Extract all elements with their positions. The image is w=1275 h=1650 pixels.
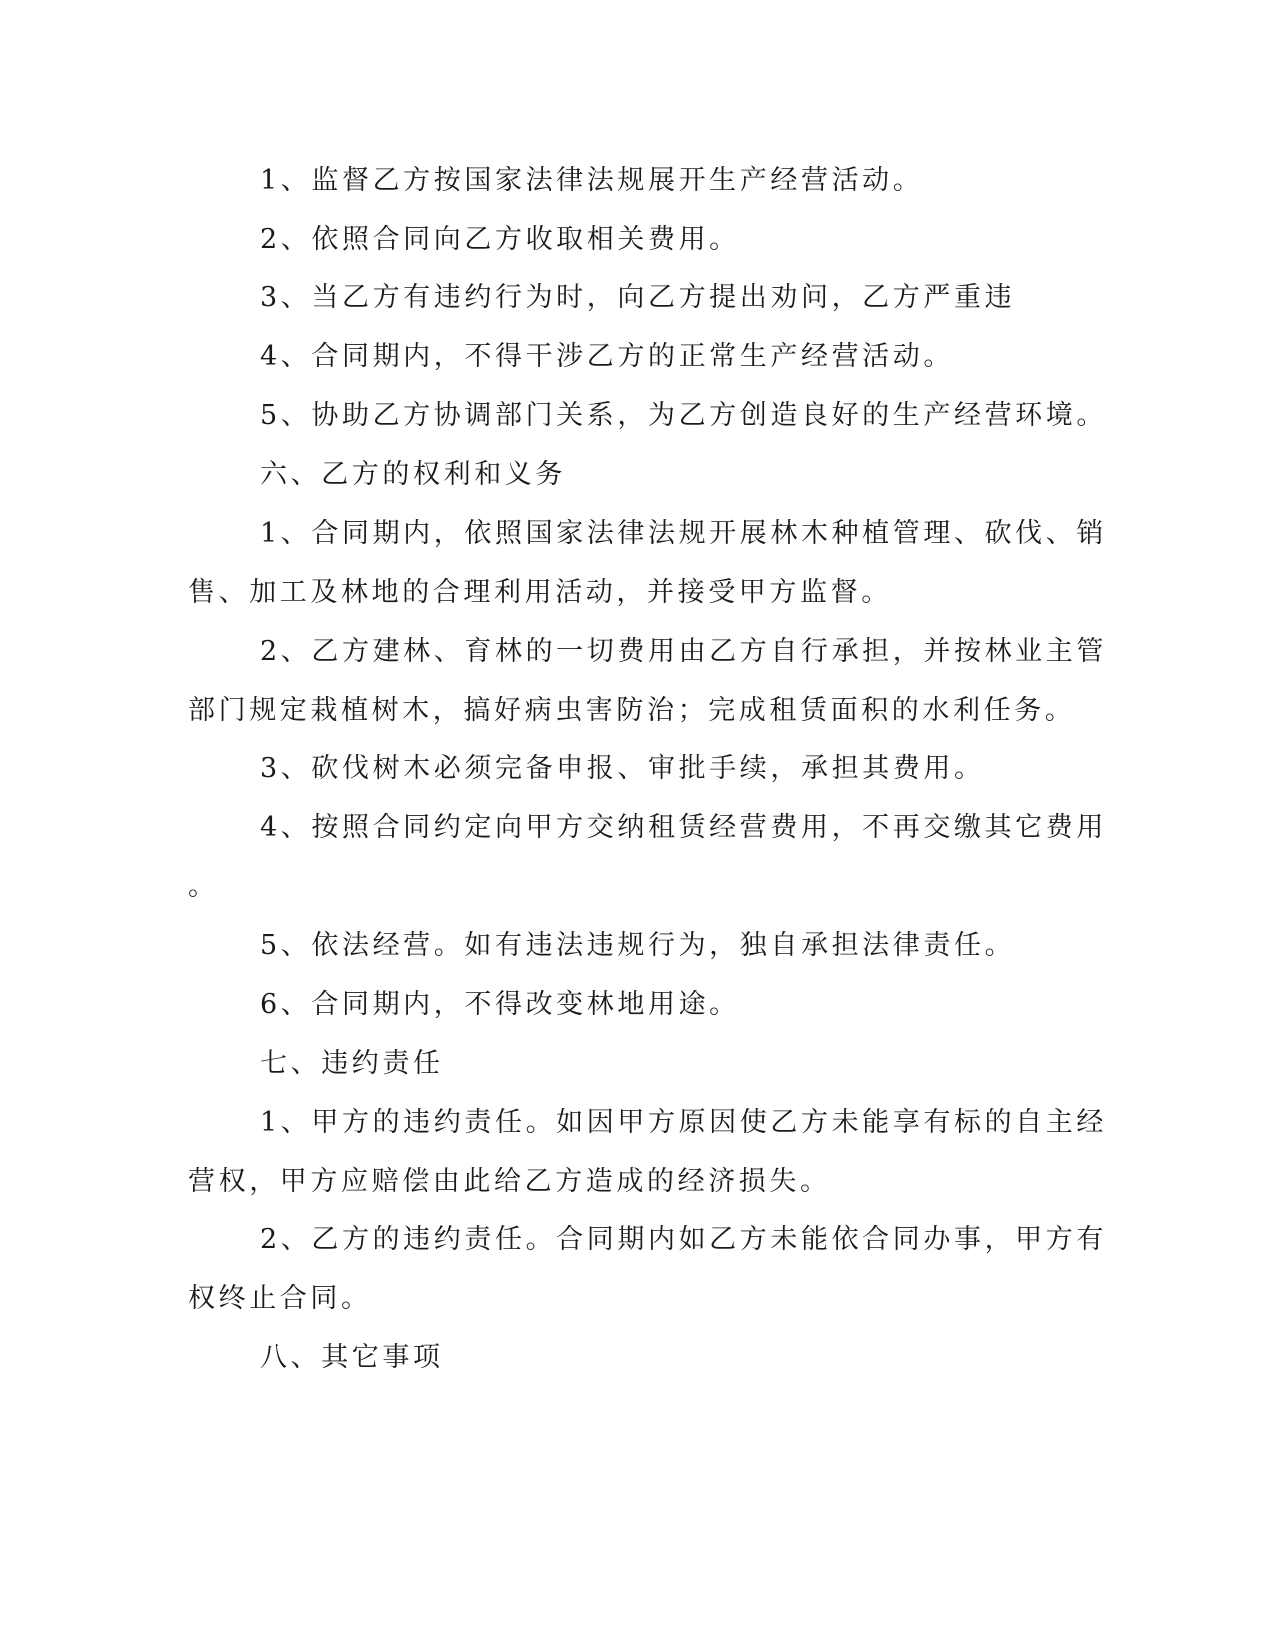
- document-line: 。: [188, 871, 219, 902]
- document-line: 售、加工及林地的合理利用活动，并接受甲方监督。: [188, 577, 892, 608]
- document-line: 3、当乙方有违约行为时，向乙方提出劝问，乙方严重违: [260, 282, 1016, 313]
- document-line: 1、监督乙方按国家法律法规展开生产经营活动。: [260, 165, 924, 196]
- document-line: 2、乙方建林、育林的一切费用由乙方自行承担，并按林业主管: [260, 636, 1107, 667]
- document-line: 1、合同期内，依照国家法律法规开展林木种植管理、砍伐、销: [260, 518, 1107, 549]
- document-line: 4、按照合同约定向甲方交纳租赁经营费用，不再交缴其它费用: [260, 812, 1107, 843]
- section-heading: 八、其它事项: [260, 1342, 444, 1373]
- section-heading: 六、乙方的权利和义务: [260, 459, 566, 490]
- document-line: 5、协助乙方协调部门关系，为乙方创造良好的生产经营环境。: [260, 400, 1107, 431]
- document-line: 权终止合同。: [188, 1283, 372, 1314]
- document-line: 5、依法经营。如有违法违规行为，独自承担法律责任。: [260, 930, 1016, 961]
- document-line: 营权，甲方应赔偿由此给乙方造成的经济损失。: [188, 1166, 831, 1197]
- document-line: 3、砍伐树木必须完备申报、审批手续，承担其费用。: [260, 753, 985, 784]
- section-heading: 七、违约责任: [260, 1048, 444, 1079]
- document-line: 6、合同期内，不得改变林地用途。: [260, 989, 740, 1020]
- document-line: 部门规定栽植树木，搞好病虫害防治；完成租赁面积的水利任务。: [188, 695, 1076, 726]
- document-line: 2、依照合同向乙方收取相关费用。: [260, 224, 740, 255]
- document-line: 1、甲方的违约责任。如因甲方原因使乙方未能享有标的自主经: [260, 1107, 1107, 1138]
- document-line: 2、乙方的违约责任。合同期内如乙方未能依合同办事，甲方有: [260, 1224, 1107, 1255]
- document-line: 4、合同期内，不得干涉乙方的正常生产经营活动。: [260, 341, 954, 372]
